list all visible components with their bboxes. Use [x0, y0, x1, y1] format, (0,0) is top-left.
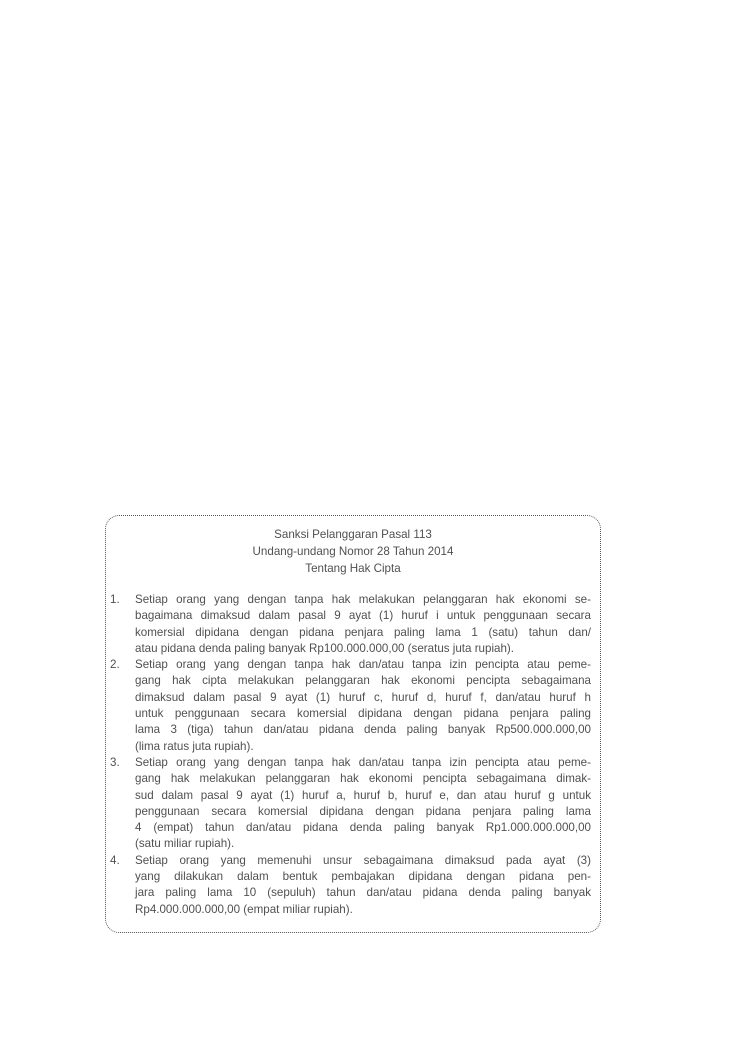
- text-line: bagaimana dimaksud dalam pasal 9 ayat (1) huruf i untuk penggunaan secara: [135, 609, 591, 623]
- sanction-item-number: 4.: [110, 853, 120, 867]
- notice-header: [106, 526, 600, 577]
- text-line: sud dalam pasal 9 ayat (1) huruf a, huruf b, huruf e, dan atau huruf g untuk: [135, 788, 591, 802]
- sanction-item-text: [135, 853, 591, 918]
- sanction-item-number: 2.: [110, 658, 120, 672]
- text-line: dimaksud dalam pasal 9 ayat (1) huruf c, huruf d, huruf f, dan/atau huruf h: [135, 690, 591, 704]
- sanction-item-number: 1.: [110, 593, 120, 606]
- text-line: Setiap orang yang dengan tanpa hak dan/atau tanpa izin pencipta atau peme-: [135, 658, 591, 672]
- sanction-list: [110, 592, 591, 918]
- sanction-item-text: [135, 592, 591, 657]
- text-line: untuk penggunaan secara komersial dipidana dengan pidana penjara paling: [135, 707, 591, 721]
- text-line: (lima ratus juta rupiah).: [135, 739, 254, 753]
- sanction-item-4: [110, 853, 591, 918]
- notice-law-subject: Tentang Hak Cipta: [305, 562, 401, 575]
- sanction-item-number: 3.: [110, 755, 120, 769]
- text-line: Setiap orang yang memenuhi unsur sebagaimana dimaksud pada ayat (3): [135, 853, 591, 867]
- text-line: atau pidana denda paling banyak Rp100.000.000,00 (seratus juta rupiah).: [135, 641, 515, 655]
- sanction-item-text: [135, 657, 591, 755]
- text-line: jara paling lama 10 (sepuluh) tahun dan/atau pidana denda paling banyak: [135, 886, 591, 900]
- text-line: lama 3 (tiga) tahun dan/atau pidana denda paling banyak Rp500.000.000,00: [135, 723, 591, 737]
- text-line: yang dilakukan dalam bentuk pembajakan dipidana dengan pidana pen-: [135, 870, 591, 884]
- text-line: (satu miliar rupiah).: [135, 837, 235, 851]
- sanction-item-2: [110, 657, 591, 755]
- text-line: gang hak cipta melakukan pelanggaran hak ekonomi pencipta sebagaimana: [135, 674, 591, 688]
- text-line: komersial dipidana dengan pidana penjara paling lama 1 (satu) tahun dan/: [135, 625, 591, 639]
- text-line: Setiap orang yang dengan tanpa hak melakukan pelanggaran hak ekonomi se-: [135, 593, 591, 606]
- text-line: penggunaan secara komersial dipidana dengan pidana penjara paling lama: [135, 804, 591, 818]
- text-line: 4 (empat) tahun dan/atau pidana denda paling banyak Rp1.000.000.000,00: [135, 821, 591, 835]
- text-line: Rp4.000.000.000,00 (empat miliar rupiah).: [135, 902, 353, 916]
- text-line: gang hak melakukan pelanggaran hak ekonomi pencipta sebagaimana dimak-: [135, 772, 591, 786]
- notice-title: Sanksi Pelanggaran Pasal 113: [274, 528, 432, 541]
- sanction-item-1: [110, 592, 591, 657]
- sanction-item-3: [110, 755, 591, 853]
- sanction-item-text: [135, 755, 591, 853]
- notice-law-reference: Undang-undang Nomor 28 Tahun 2014: [252, 545, 454, 558]
- copyright-sanction-notice: [105, 515, 601, 933]
- text-line: Setiap orang yang dengan tanpa hak dan/atau tanpa izin pencipta atau peme-: [135, 755, 591, 769]
